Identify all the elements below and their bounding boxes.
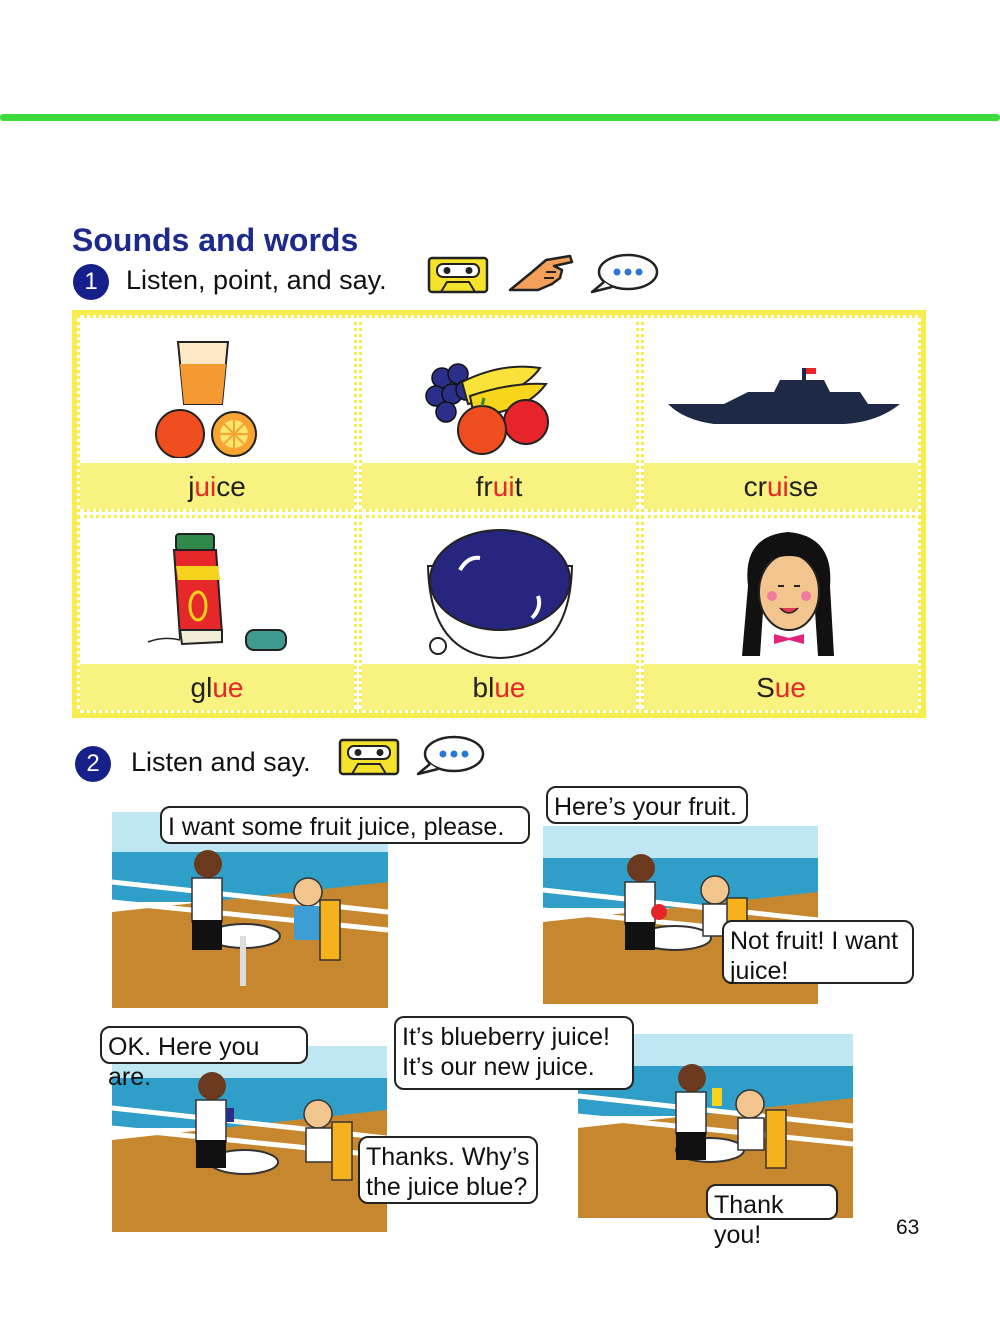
- fruit-illustration: [422, 338, 562, 458]
- blue-paint-bucket-illustration: [420, 526, 580, 666]
- vocab-word-glue: glue: [190, 672, 244, 703]
- vocab-word-blue: blue: [472, 672, 526, 703]
- comic-scene-3: [112, 1046, 387, 1232]
- exercise-1-number: 1: [73, 264, 109, 300]
- juice-illustration: [150, 338, 260, 458]
- speech-bubble-want-juice: I want some fruit juice, please.: [160, 806, 530, 844]
- pointing-hand-icon: [506, 250, 576, 294]
- exercise-1-instruction: Listen, point, and say.: [126, 265, 387, 295]
- vocab-word-cruise: cruise: [743, 471, 819, 502]
- vocab-word-juice: juice: [188, 471, 246, 502]
- vocab-word-sue: Sue: [756, 672, 806, 703]
- cassette-icon: [338, 738, 400, 776]
- sue-girl-illustration: [734, 526, 844, 666]
- speech-bubble-thank-you: Thank you!: [706, 1184, 838, 1220]
- glue-illustration: [144, 530, 294, 660]
- speech-bubble-blueberry-juice: It’s blueberry juice! It’s our new juice.: [394, 1016, 634, 1090]
- speech-bubble-ok-here: OK. Here you are.: [100, 1026, 308, 1064]
- top-rule: [0, 114, 1000, 121]
- exercise-2-number: 2: [75, 746, 111, 782]
- speech-bubble-icon: [590, 252, 660, 296]
- vocab-card-cruise: [641, 315, 921, 512]
- vocab-card-blue: [359, 515, 639, 713]
- vocab-card-sue: [641, 515, 921, 713]
- section-title: Sounds and words: [72, 222, 359, 258]
- cassette-icon: [427, 256, 489, 294]
- vocab-card-glue: [77, 515, 357, 713]
- speech-bubble-icon: [416, 734, 486, 778]
- vocab-card-juice: [77, 315, 357, 512]
- vocabulary-grid: [72, 310, 926, 718]
- vocab-card-fruit: [359, 315, 639, 512]
- speech-bubble-heres-fruit: Here’s your fruit.: [546, 786, 748, 824]
- speech-bubble-why-blue: Thanks. Why’s the juice blue?: [358, 1136, 538, 1204]
- exercise-2-instruction: Listen and say.: [131, 747, 311, 777]
- speech-bubble-not-fruit: Not fruit! I want juice!: [722, 920, 914, 984]
- page-number: 63: [896, 1216, 920, 1239]
- cruise-ship-illustration: [664, 364, 904, 434]
- vocab-word-fruit: fruit: [475, 471, 523, 502]
